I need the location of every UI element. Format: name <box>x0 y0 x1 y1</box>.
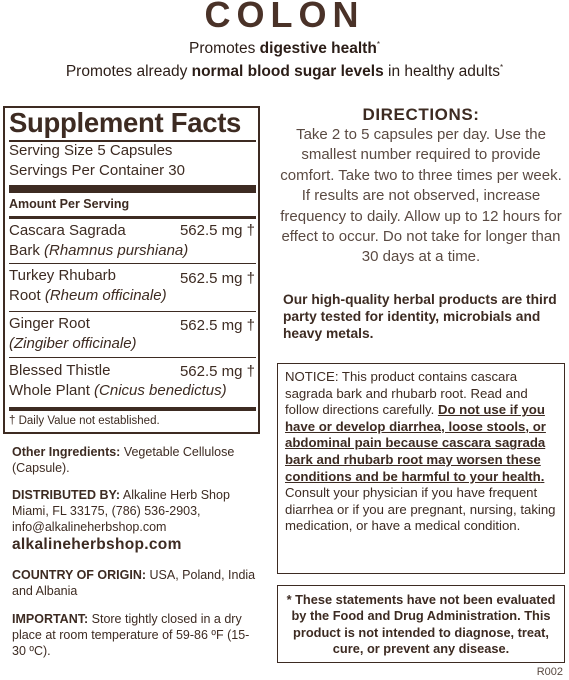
origin-label: COUNTRY OF ORIGIN: <box>12 568 147 582</box>
ingredient-name <box>9 314 137 354</box>
daily-value-footnote: † Daily Value not established. <box>9 415 160 427</box>
other-ingredients-text: Vegetable Cellulose (Capsule). <box>12 445 235 475</box>
country-of-origin <box>12 567 257 599</box>
origin-text: USA, Poland, India and Albania <box>12 568 256 598</box>
thick-divider <box>9 407 256 411</box>
tagline-2-bold: normal blood sugar levels <box>191 63 384 81</box>
distributor-name: Alkaline Herb Shop <box>120 488 230 502</box>
distributor-email: info@alkalineherbshop.com <box>12 520 167 534</box>
ingredient-common-name: Turkey Rhubarb <box>9 267 116 284</box>
supplement-facts-title: Supplement Facts <box>9 107 242 138</box>
ingredient-part: Bark <box>9 242 45 259</box>
directions-body: Take 2 to 5 capsules per day. Use the smallest number required to provide comfort. Take two to three times per week. If results are not observed, increase frequency to daily. Allow up to 12 hours for effect to occur. Do not take for longer than 30 days at a time. <box>280 126 562 266</box>
tagline-digestive <box>0 40 569 58</box>
ingredient-amount: 562.5 mg † <box>179 222 255 239</box>
important-text: Store tightly closed in a dry place at room temperature of 59-86 ºF (15-30 ºC). <box>12 612 250 658</box>
ingredient-common-name: Ginger Root <box>9 315 90 332</box>
tagline-2-post: in healthy adults <box>383 63 501 81</box>
tagline-2-text: Promotes already <box>65 63 192 81</box>
tagline-1-bold: digestive health <box>259 40 377 58</box>
distributor-label: DISTRIBUTED BY: <box>12 488 121 502</box>
other-ingredients-label: Other Ingredients: <box>12 445 121 459</box>
thick-divider <box>9 185 256 193</box>
serving-size: Serving Size 5 Capsules <box>9 142 173 159</box>
tagline-2-mark: * <box>500 63 504 72</box>
notice-warning: Do not use if you have or develop diarrhea, loose stools, or abdominal pain because cascara sagrada bark and rhubarb root may worsen these conditions and be harmful to your health <box>285 402 546 484</box>
website-url: alkalineherbshop.com <box>12 536 182 553</box>
distributor-address: Miami, FL 33175, (786) 536-2903, <box>12 504 201 518</box>
distributor-info <box>12 487 262 535</box>
tagline-1-text: Promotes <box>189 40 260 58</box>
divider <box>9 263 256 264</box>
amount-per-serving: Amount Per Serving <box>9 197 130 211</box>
ingredient-latin-name: (Rhamnus purshiana) <box>44 242 189 259</box>
divider <box>9 311 256 312</box>
tagline-blood-sugar <box>0 63 569 81</box>
other-ingredients <box>12 444 257 476</box>
ingredient-common-name: Cascara Sagrada <box>9 222 126 239</box>
ingredient-latin-name: (Cnicus benedictus) <box>94 382 227 399</box>
storage-instructions <box>12 611 252 659</box>
notice-text <box>285 369 561 535</box>
product-title: COLON <box>204 0 365 35</box>
ingredient-name <box>9 221 188 261</box>
ingredient-amount: 562.5 mg † <box>179 317 255 334</box>
ingredient-common-name: Blessed Thistle <box>9 362 111 379</box>
tagline-1-mark: * <box>376 40 380 49</box>
quality-statement: Our high-quality herbal products are third party tested for identity, microbials and heavy metals. <box>283 292 557 341</box>
ingredient-part: Root <box>9 287 45 304</box>
fda-disclaimer: * These statements have not been evaluated by the Food and Drug Administration. This product is not intended to diagnose, treat, cure, or prevent any disease. <box>286 592 556 657</box>
ingredient-part: Whole Plant <box>9 382 95 399</box>
notice-closing: Consult your physician if you have frequent diarrhea or if you are pregnant, nursing, taking medication, or have a medical condition. <box>285 485 556 534</box>
directions-heading: DIRECTIONS: <box>362 105 480 124</box>
ingredient-latin-name: (Rheum officinale) <box>44 287 167 304</box>
important-label: IMPORTANT: <box>12 612 89 626</box>
ingredient-amount: 562.5 mg † <box>179 363 255 380</box>
notice-warning-end: . <box>540 468 545 484</box>
product-code: R002 <box>536 666 563 678</box>
ingredient-amount: 562.5 mg † <box>179 270 255 287</box>
servings-per-container: Servings Per Container 30 <box>9 162 185 179</box>
divider <box>9 357 256 358</box>
notice-intro: NOTICE: This product contains cascara sagrada bark and rhubarb root. Read and follow directions carefully. <box>285 369 528 418</box>
ingredient-name <box>9 266 167 306</box>
ingredient-latin-name: (Zingiber officinale) <box>9 335 137 352</box>
divider <box>9 216 256 219</box>
